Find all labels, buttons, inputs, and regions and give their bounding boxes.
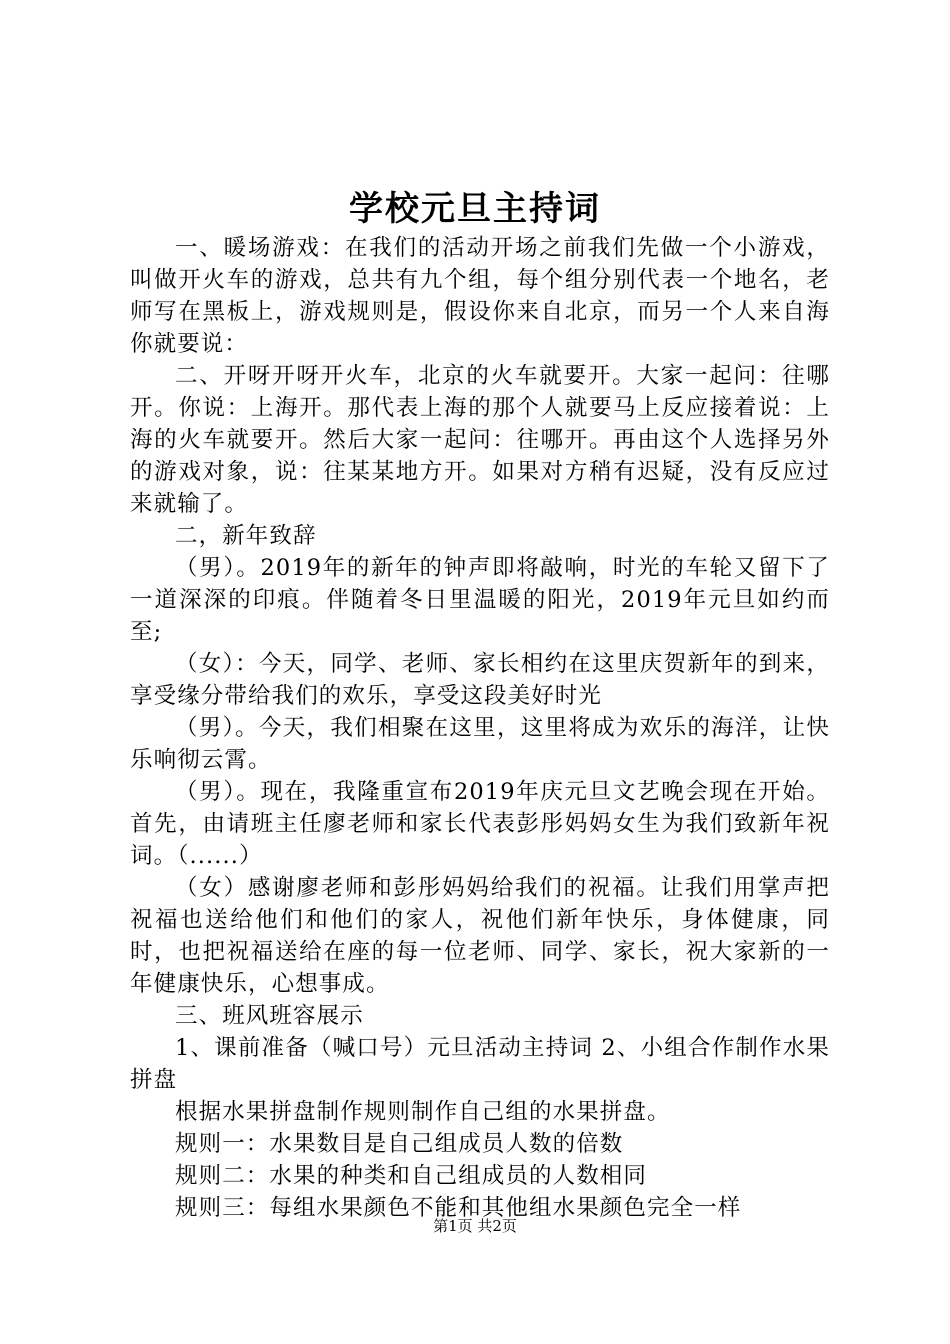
paragraph-class-showcase-heading: 三、班风班容展示 — [175, 1003, 364, 1029]
paragraph-rule-two: 规则二：水果的种类和自己组成员的人数相同 — [175, 1163, 648, 1189]
paragraph-new-year-speech-heading: 二，新年致辞 — [175, 523, 317, 549]
paragraph-female-host-1: （女）：今天，同学、老师、家长相约在这里庆贺新年的到来，享受缘分带给我们的欢乐，享受这段美好时光 — [130, 651, 830, 709]
paragraph-male-host-3: （男）。现在，我隆重宣布2019年庆元旦文艺晚会现在开始。首先，由请班主任廖老师和家长代表彭彤妈妈女生为我们致新年祝词。（......） — [130, 779, 830, 869]
page-footer: 第1页 共2页 — [433, 1217, 517, 1235]
paragraph-male-host-2: （男）。今天，我们相聚在这里，这里将成为欢乐的海洋，让快乐响彻云霄。 — [130, 715, 830, 773]
paragraph-fruit-platter-intro: 根据水果拼盘制作规则制作自己组的水果拼盘。 — [175, 1099, 671, 1125]
paragraph-warmup-game: 一、暖场游戏：在我们的活动开场之前我们先做一个小游戏，叫做开火车的游戏，总共有九个组，每个组分别代表一个地名，老师写在黑板上，游戏规则是，假设你来自北京，而另一个人来自海你就要说： — [130, 235, 830, 357]
paragraph-activity-list: 1、课前准备（喊口号）元旦活动主持词 2、小组合作制作水果拼盘 — [130, 1035, 830, 1093]
paragraph-rule-three: 规则三：每组水果颜色不能和其他组水果颜色完全一样 — [175, 1195, 742, 1221]
paragraph-female-host-2: （女）感谢廖老师和彭彤妈妈给我们的祝福。让我们用掌声把祝福也送给他们和他们的家人，祝他们新年快乐，身体健康，同时，也把祝福送给在座的每一位老师、同学、家长，祝大家新的一年健康快乐，心想事成。 — [130, 875, 830, 997]
document-body — [130, 232, 830, 1224]
paragraph-male-host-1: （男）。2019年的新年的钟声即将敲响，时光的车轮又留下了一道深深的印痕。伴随着冬日里温暖的阳光，2019年元旦如约而至; — [130, 555, 830, 645]
paragraph-rule-one: 规则一：水果数目是自己组成员人数的倍数 — [175, 1131, 624, 1157]
paragraph-train-game-rules: 二、开呀开呀开火车，北京的火车就要开。大家一起问：往哪开。你说：上海开。那代表上海的那个人就要马上反应接着说：上海的火车就要开。然后大家一起问：往哪开。再由这个人选择另外的游戏对象，说：往某某地方开。如果对方稍有迟疑，没有反应过来就输了。 — [130, 363, 830, 517]
document-title: 学校元旦主持词 — [349, 189, 601, 229]
